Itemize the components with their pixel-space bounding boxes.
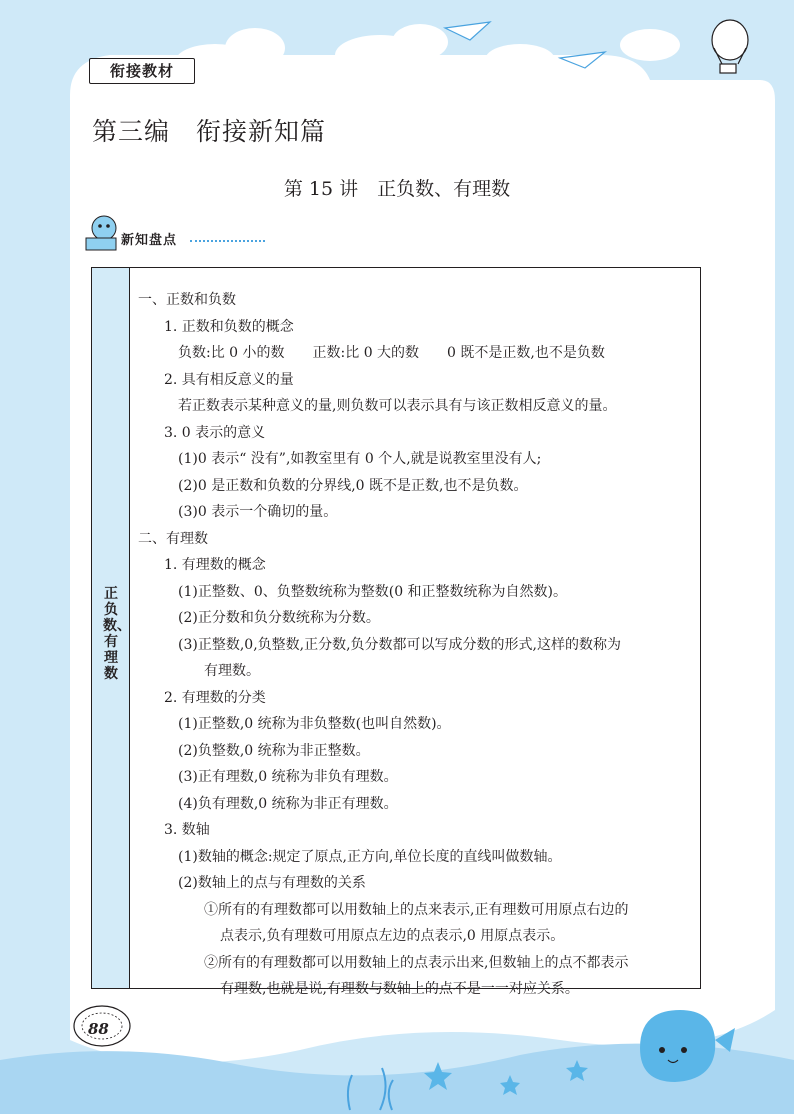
content-line: 2. 有理数的分类 [164,690,266,706]
side-column [92,268,130,988]
content-line: 2. 具有相反意义的量 [164,372,294,388]
content-line: 若正数表示某种意义的量,则负数可以表示具有与该正数相反意义的量。 [178,398,617,414]
content-line: (2)正分数和负分数统称为分数。 [178,610,380,626]
page-number: 88 [88,1020,109,1038]
dotted-divider [190,240,265,242]
content-line: 有理数。 [204,663,260,679]
section-label: 新知盘点 [121,233,178,248]
content-line: 3. 数轴 [164,822,210,838]
content-line: (3)正整数,0,负整数,正分数,负分数都可以写成分数的形式,这样的数称为 [178,637,621,653]
content-line: (2)0 是正数和负数的分界线,0 既不是正数,也不是负数。 [178,478,528,494]
content-line: 点表示,负有理数可用原点左边的点表示,0 用原点表示。 [220,928,565,944]
content-box [91,267,701,997]
content-line: 有理数,也就是说,有理数与数轴上的点不是一一对应关系。 [220,981,579,997]
side-label: 正负数、有理数 [103,586,131,682]
content-line: (3)正有理数,0 统称为非负有理数。 [178,769,398,785]
content-line: ①所有的有理数都可以用数轴上的点来表示,正有理数可用原点右边的 [204,902,629,918]
content-line: (1)0 表示“ 没有”,如教室里有 0 个人,就是说教室里没有人; [178,451,542,467]
content-line: ②所有的有理数都可以用数轴上的点表示出来,但数轴上的点不都表示 [204,955,629,971]
content-line: 一、正数和负数 [138,292,236,308]
content-line: (4)负有理数,0 统称为非正有理数。 [178,796,398,812]
content-line: (1)正整数、0、负整数统称为整数(0 和正整数统称为自然数)。 [178,584,568,600]
content-line: (2)数轴上的点与有理数的关系 [178,875,366,891]
content-line: (3)0 表示一个确切的量。 [178,504,338,520]
content-line: 1. 有理数的概念 [164,557,266,573]
content-line: (1)数轴的概念:规定了原点,正方向,单位长度的直线叫做数轴。 [178,849,562,865]
content-line: 3. 0 表示的意义 [164,425,266,441]
content-line: 二、有理数 [138,531,208,547]
part-title: 第三编 衔接新知篇 [92,117,327,146]
textbook-tag: 衔接教材 [89,58,195,84]
content-line: (2)负整数,0 统称为非正整数。 [178,743,370,759]
lesson-title: 第 15 讲 正负数、有理数 [283,178,511,200]
content-line: 负数:比 0 小的数 正数:比 0 大的数 0 既不是正数,也不是负数 [178,345,605,361]
content-line: 1. 正数和负数的概念 [164,319,294,335]
content-line: (1)正整数,0 统称为非负整数(也叫自然数)。 [178,716,451,732]
